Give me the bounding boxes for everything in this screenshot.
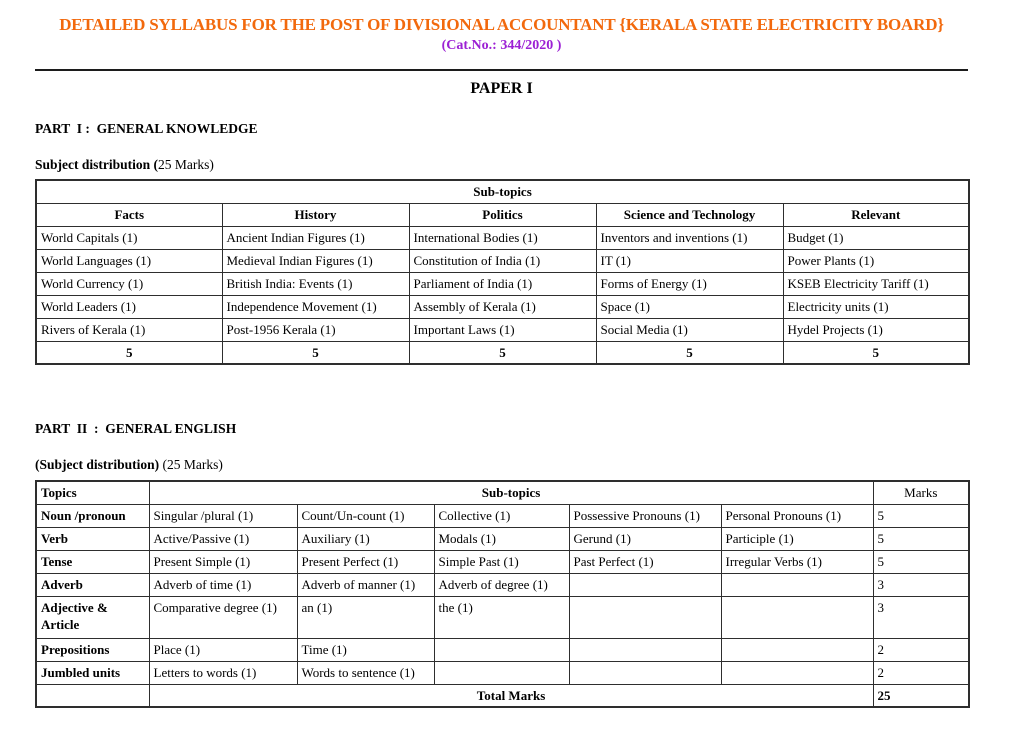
marks-header: Marks xyxy=(873,481,969,504)
gk-row-4 xyxy=(36,295,969,318)
subtopic-cell: Adverb of time (1) xyxy=(149,573,297,596)
subtopic-cell: Irregular Verbs (1) xyxy=(721,550,873,573)
marks-cell: 2 xyxy=(873,638,969,661)
gk-row-5 xyxy=(36,318,969,341)
paper-title: PAPER I xyxy=(470,80,533,97)
gk-cell: Independence Movement (1) xyxy=(222,295,409,318)
subtopic-cell: Count/Un-count (1) xyxy=(297,504,434,527)
gk-column-header-row xyxy=(36,203,969,226)
gk-cell: Post-1956 Kerala (1) xyxy=(222,318,409,341)
part1-subject-distribution-bold: Subject distribution ( xyxy=(35,157,159,172)
subtopic-cell xyxy=(569,661,721,684)
part2-subject-distribution xyxy=(35,456,968,473)
gk-cell: Space (1) xyxy=(596,295,783,318)
gk-cell: Ancient Indian Figures (1) xyxy=(222,226,409,249)
gk-totals-row xyxy=(36,341,969,364)
topic-cell: Adverb xyxy=(36,573,149,596)
gk-cell: Inventors and inventions (1) xyxy=(596,226,783,249)
gk-cell: Electricity units (1) xyxy=(783,295,969,318)
english-row-tense xyxy=(36,550,969,573)
english-row-jumbled xyxy=(36,661,969,684)
gk-cell: KSEB Electricity Tariff (1) xyxy=(783,272,969,295)
gk-total-cell: 5 xyxy=(409,341,596,364)
gk-cell: Power Plants (1) xyxy=(783,249,969,272)
part2-heading: PART II : GENERAL ENGLISH xyxy=(35,421,237,436)
gk-col-header-history: History xyxy=(222,203,409,226)
syllabus-title: DETAILED SYLLABUS FOR THE POST OF DIVISIONAL ACCOUNTANT {KERALA STATE ELECTRICITY BOARD} xyxy=(59,15,944,34)
gk-cell: World Languages (1) xyxy=(36,249,222,272)
gk-cell: Constitution of India (1) xyxy=(409,249,596,272)
gk-cell: World Currency (1) xyxy=(36,272,222,295)
gk-cell: World Capitals (1) xyxy=(36,226,222,249)
topic-cell: Adjective & Article xyxy=(36,596,149,638)
subtopic-cell xyxy=(569,638,721,661)
gk-cell: Medieval Indian Figures (1) xyxy=(222,249,409,272)
gk-col-header-politics: Politics xyxy=(409,203,596,226)
english-total-row xyxy=(36,684,969,707)
marks-cell: 2 xyxy=(873,661,969,684)
subtopic-cell xyxy=(434,638,569,661)
subtopic-cell: Present Perfect (1) xyxy=(297,550,434,573)
part2-subject-distribution-rest: (25 Marks) xyxy=(159,457,223,472)
marks-cell: 3 xyxy=(873,596,969,638)
subtopic-cell: Active/Passive (1) xyxy=(149,527,297,550)
gk-total-cell: 5 xyxy=(783,341,969,364)
marks-cell: 5 xyxy=(873,550,969,573)
part2-subject-distribution-bold: (Subject distribution) xyxy=(35,457,160,472)
gk-total-cell: 5 xyxy=(222,341,409,364)
subtopic-cell xyxy=(721,661,873,684)
subtopic-cell: Simple Past (1) xyxy=(434,550,569,573)
subtopic-cell: Auxiliary (1) xyxy=(297,527,434,550)
subtopic-cell: Present Simple (1) xyxy=(149,550,297,573)
subtopic-cell: the (1) xyxy=(434,596,569,638)
general-english-table xyxy=(35,480,970,708)
part1-subject-distribution xyxy=(35,156,968,173)
topic-cell: Jumbled units xyxy=(36,661,149,684)
topic-cell: Tense xyxy=(36,550,149,573)
gk-col-header-science: Science and Technology xyxy=(596,203,783,226)
subtopic-cell: Letters to words (1) xyxy=(149,661,297,684)
gk-cell: Rivers of Kerala (1) xyxy=(36,318,222,341)
subtopic-cell xyxy=(569,573,721,596)
gk-subtopics-header-row xyxy=(36,180,969,203)
subtopic-cell: Participle (1) xyxy=(721,527,873,550)
subtopic-cell xyxy=(721,638,873,661)
gk-row-1 xyxy=(36,226,969,249)
subtopic-cell: Collective (1) xyxy=(434,504,569,527)
gk-cell: Parliament of India (1) xyxy=(409,272,596,295)
marks-cell: 3 xyxy=(873,573,969,596)
subtopic-cell xyxy=(434,661,569,684)
gk-cell: Budget (1) xyxy=(783,226,969,249)
topics-header: Topics xyxy=(36,481,149,504)
subtopic-cell: Time (1) xyxy=(297,638,434,661)
marks-cell: 5 xyxy=(873,527,969,550)
subtopic-cell: an (1) xyxy=(297,596,434,638)
subtopic-cell xyxy=(721,573,873,596)
subtopic-cell: Adverb of manner (1) xyxy=(297,573,434,596)
gk-total-cell: 5 xyxy=(596,341,783,364)
english-row-prepositions xyxy=(36,638,969,661)
gk-cell: Social Media (1) xyxy=(596,318,783,341)
subtopic-cell: Past Perfect (1) xyxy=(569,550,721,573)
english-header-row xyxy=(36,481,969,504)
subtopic-cell: Words to sentence (1) xyxy=(297,661,434,684)
subtopic-cell: Possessive Pronouns (1) xyxy=(569,504,721,527)
subtopic-cell: Place (1) xyxy=(149,638,297,661)
subtopics-header: Sub-topics xyxy=(149,481,873,504)
subtopic-cell: Singular /plural (1) xyxy=(149,504,297,527)
part1-subject-distribution-rest: 25 Marks) xyxy=(158,157,214,172)
syllabus-document-page xyxy=(35,0,968,708)
gk-cell: Assembly of Kerala (1) xyxy=(409,295,596,318)
gk-cell: Forms of Energy (1) xyxy=(596,272,783,295)
subtopic-cell xyxy=(569,596,721,638)
gk-col-header-facts: Facts xyxy=(36,203,222,226)
gk-row-2 xyxy=(36,249,969,272)
english-row-verb xyxy=(36,527,969,550)
total-row-empty-cell xyxy=(36,684,149,707)
divider-line xyxy=(35,69,968,71)
subtopic-cell: Modals (1) xyxy=(434,527,569,550)
gk-cell: British India: Events (1) xyxy=(222,272,409,295)
gk-row-3 xyxy=(36,272,969,295)
part1-heading: PART I : GENERAL KNOWLEDGE xyxy=(35,121,258,136)
gk-cell: Hydel Projects (1) xyxy=(783,318,969,341)
total-marks-label: Total Marks xyxy=(149,684,873,707)
total-marks-value: 25 xyxy=(873,684,969,707)
topic-cell: Prepositions xyxy=(36,638,149,661)
subtopic-cell: Personal Pronouns (1) xyxy=(721,504,873,527)
gk-subtopics-header: Sub-topics xyxy=(36,180,969,203)
gk-cell: World Leaders (1) xyxy=(36,295,222,318)
cat-no: (Cat.No.: 344/2020 ) xyxy=(441,38,562,53)
subtopic-cell: Gerund (1) xyxy=(569,527,721,550)
english-row-noun xyxy=(36,504,969,527)
topic-cell: Verb xyxy=(36,527,149,550)
gk-total-cell: 5 xyxy=(36,341,222,364)
subtopic-cell: Comparative degree (1) xyxy=(149,596,297,638)
gk-cell: IT (1) xyxy=(596,249,783,272)
gk-cell: International Bodies (1) xyxy=(409,226,596,249)
topic-cell: Noun /pronoun xyxy=(36,504,149,527)
english-row-adjective xyxy=(36,596,969,638)
general-knowledge-table xyxy=(35,179,970,365)
subtopic-cell xyxy=(721,596,873,638)
gk-col-header-relevant: Relevant xyxy=(783,203,969,226)
marks-cell: 5 xyxy=(873,504,969,527)
gk-cell: Important Laws (1) xyxy=(409,318,596,341)
english-row-adverb xyxy=(36,573,969,596)
subtopic-cell: Adverb of degree (1) xyxy=(434,573,569,596)
